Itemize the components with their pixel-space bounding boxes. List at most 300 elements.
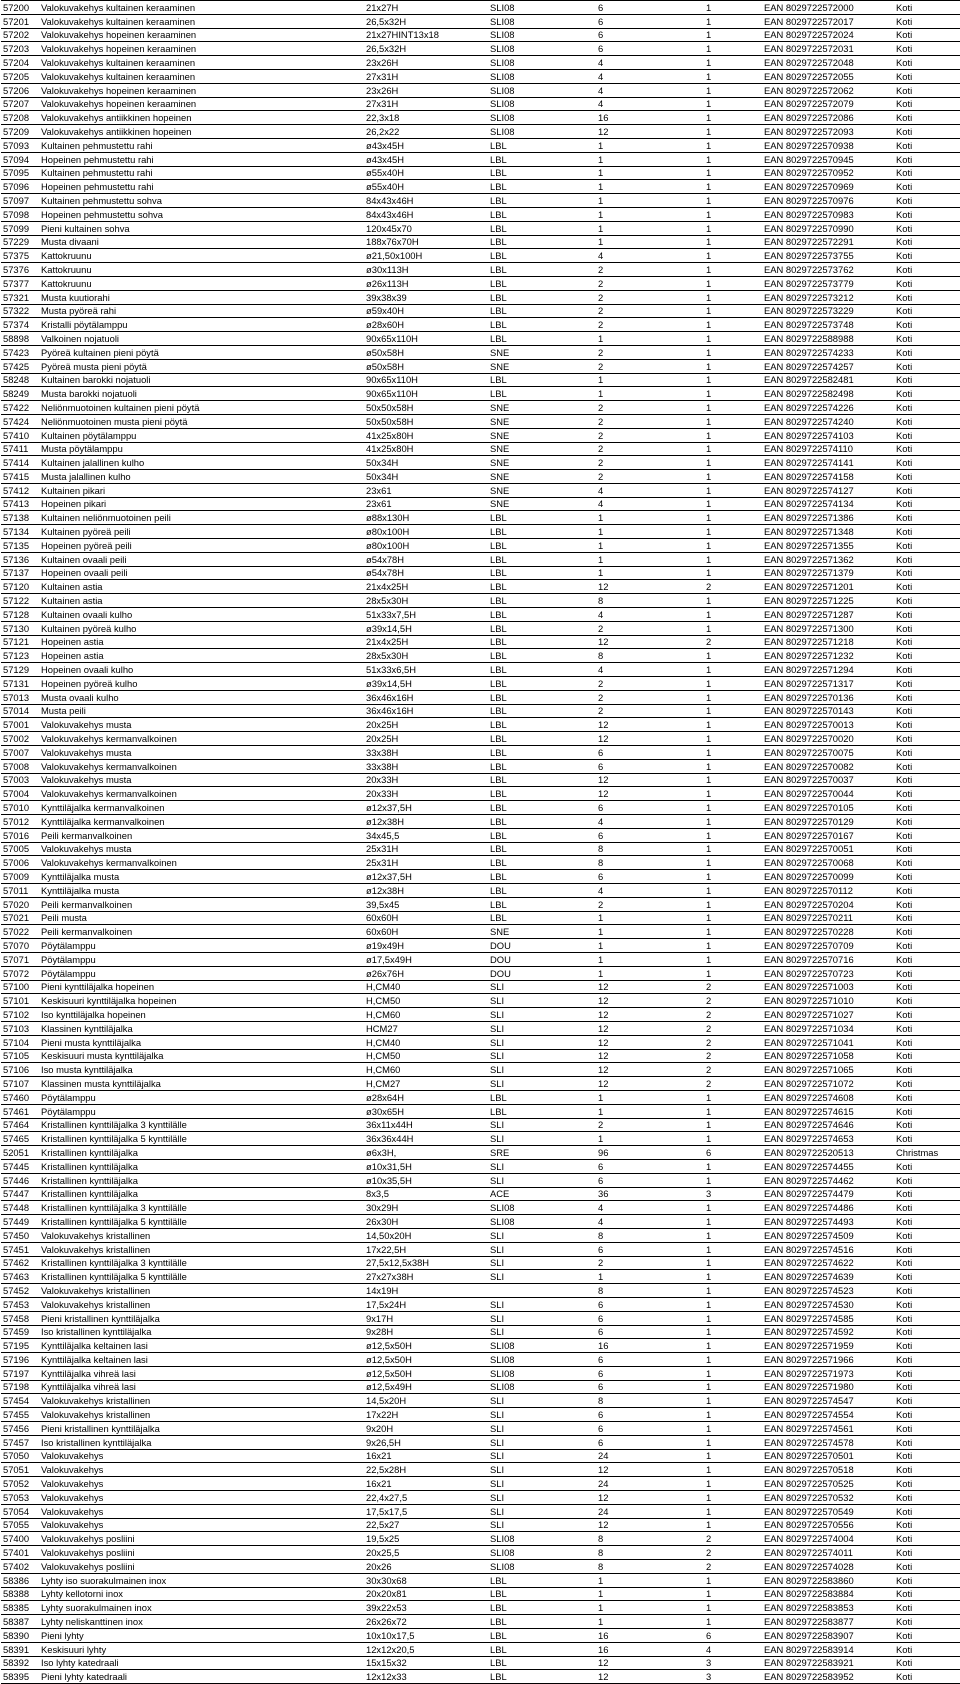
pack-cell: 12 bbox=[596, 1518, 704, 1532]
ean-cell: EAN 8029722570143 bbox=[762, 704, 894, 718]
size-cell: 36x11x44H bbox=[364, 1118, 488, 1132]
type-cell: LBL bbox=[488, 787, 596, 801]
type-cell: SLI bbox=[488, 1477, 596, 1491]
name-cell: Pyöreä musta pieni pöytä bbox=[39, 359, 364, 373]
qty-cell: 1 bbox=[704, 69, 762, 83]
ean-cell: EAN 8029722571980 bbox=[762, 1380, 894, 1394]
pack-cell: 1 bbox=[596, 332, 704, 346]
ean-cell: EAN 8029722574639 bbox=[762, 1270, 894, 1284]
code-cell: 57014 bbox=[1, 704, 39, 718]
type-cell: SLI bbox=[488, 1008, 596, 1022]
name-cell: Kultainen ovaali peili bbox=[39, 552, 364, 566]
table-row bbox=[1, 1008, 960, 1022]
category-cell: Koti bbox=[894, 580, 960, 594]
pack-cell: 6 bbox=[596, 1435, 704, 1449]
type-cell: SLI bbox=[488, 1408, 596, 1422]
code-cell: 57123 bbox=[1, 649, 39, 663]
pack-cell: 6 bbox=[596, 1325, 704, 1339]
pack-cell: 1 bbox=[596, 911, 704, 925]
ean-cell: EAN 8029722570129 bbox=[762, 815, 894, 829]
pack-cell: 1 bbox=[596, 1104, 704, 1118]
category-cell: Koti bbox=[894, 1242, 960, 1256]
ean-cell: EAN 8029722573748 bbox=[762, 318, 894, 332]
qty-cell: 2 bbox=[704, 1049, 762, 1063]
code-cell: 57445 bbox=[1, 1159, 39, 1173]
table-row bbox=[1, 1104, 960, 1118]
ean-cell: EAN 8029722572017 bbox=[762, 14, 894, 28]
category-cell: Koti bbox=[894, 1435, 960, 1449]
category-cell: Koti bbox=[894, 1366, 960, 1380]
size-cell: 39x22x53 bbox=[364, 1601, 488, 1615]
name-cell: Pieni kynttiläjalka hopeinen bbox=[39, 980, 364, 994]
name-cell: Hopeinen astia bbox=[39, 635, 364, 649]
code-cell: 58392 bbox=[1, 1656, 39, 1670]
size-cell: 90x65x110H bbox=[364, 387, 488, 401]
type-cell: LBL bbox=[488, 621, 596, 635]
qty-cell: 1 bbox=[704, 966, 762, 980]
pack-cell: 16 bbox=[596, 1629, 704, 1643]
code-cell: 57120 bbox=[1, 580, 39, 594]
size-cell: 188x76x70H bbox=[364, 235, 488, 249]
type-cell: SLI bbox=[488, 1297, 596, 1311]
table-row bbox=[1, 1228, 960, 1242]
qty-cell: 2 bbox=[704, 1063, 762, 1077]
type-cell: SRE bbox=[488, 1146, 596, 1160]
category-cell: Koti bbox=[894, 221, 960, 235]
category-cell: Koti bbox=[894, 1118, 960, 1132]
size-cell: 84x43x46H bbox=[364, 194, 488, 208]
ean-cell: EAN 8029722570501 bbox=[762, 1449, 894, 1463]
type-cell: SNE bbox=[488, 359, 596, 373]
qty-cell: 1 bbox=[704, 1173, 762, 1187]
size-cell: ø39x14,5H bbox=[364, 621, 488, 635]
category-cell: Koti bbox=[894, 1325, 960, 1339]
type-cell: SLI08 bbox=[488, 111, 596, 125]
qty-cell: 1 bbox=[704, 649, 762, 663]
type-cell: LBL bbox=[488, 759, 596, 773]
type-cell: LBL bbox=[488, 221, 596, 235]
category-cell: Koti bbox=[894, 276, 960, 290]
category-cell: Koti bbox=[894, 1201, 960, 1215]
table-row bbox=[1, 1311, 960, 1325]
type-cell: SLI08 bbox=[488, 42, 596, 56]
size-cell: 21x27H bbox=[364, 1, 488, 15]
type-cell: LBL bbox=[488, 332, 596, 346]
qty-cell: 1 bbox=[704, 952, 762, 966]
name-cell: Keskisuuri lyhty bbox=[39, 1642, 364, 1656]
type-cell: SLI bbox=[488, 1463, 596, 1477]
pack-cell: 12 bbox=[596, 1049, 704, 1063]
ean-cell: EAN 8029722570990 bbox=[762, 221, 894, 235]
ean-cell: EAN 8029722570082 bbox=[762, 759, 894, 773]
code-cell: 57456 bbox=[1, 1422, 39, 1436]
qty-cell: 1 bbox=[704, 138, 762, 152]
qty-cell: 1 bbox=[704, 152, 762, 166]
qty-cell: 1 bbox=[704, 1422, 762, 1436]
qty-cell: 1 bbox=[704, 828, 762, 842]
type-cell: LBL bbox=[488, 1104, 596, 1118]
ean-cell: EAN 8029722582481 bbox=[762, 373, 894, 387]
category-cell: Koti bbox=[894, 1008, 960, 1022]
size-cell: ø30x113H bbox=[364, 263, 488, 277]
type-cell: LBL bbox=[488, 387, 596, 401]
type-cell bbox=[488, 1284, 596, 1298]
table-row bbox=[1, 1187, 960, 1201]
code-cell: 57450 bbox=[1, 1228, 39, 1242]
name-cell: Neliönmuotoinen musta pieni pöytä bbox=[39, 414, 364, 428]
type-cell: LBL bbox=[488, 1090, 596, 1104]
code-cell: 57400 bbox=[1, 1532, 39, 1546]
name-cell: Kattokruunu bbox=[39, 249, 364, 263]
code-cell: 57410 bbox=[1, 428, 39, 442]
ean-cell: EAN 8029722571317 bbox=[762, 677, 894, 691]
type-cell: LBL bbox=[488, 594, 596, 608]
qty-cell: 1 bbox=[704, 401, 762, 415]
code-cell: 57206 bbox=[1, 83, 39, 97]
qty-cell: 1 bbox=[704, 1601, 762, 1615]
pack-cell: 2 bbox=[596, 897, 704, 911]
category-cell: Koti bbox=[894, 1159, 960, 1173]
code-cell: 57462 bbox=[1, 1256, 39, 1270]
name-cell: Kultainen jalallinen kulho bbox=[39, 456, 364, 470]
table-row bbox=[1, 1670, 960, 1684]
pack-cell: 12 bbox=[596, 1077, 704, 1091]
ean-cell: EAN 8029722583952 bbox=[762, 1670, 894, 1684]
table-row bbox=[1, 732, 960, 746]
type-cell: LBL bbox=[488, 263, 596, 277]
qty-cell: 1 bbox=[704, 1573, 762, 1587]
code-cell: 58249 bbox=[1, 387, 39, 401]
code-cell: 57096 bbox=[1, 180, 39, 194]
ean-cell: EAN 8029722570099 bbox=[762, 870, 894, 884]
ean-cell: EAN 8029722570013 bbox=[762, 718, 894, 732]
name-cell: Valokuvakehys bbox=[39, 1477, 364, 1491]
code-cell: 52051 bbox=[1, 1146, 39, 1160]
ean-cell: EAN 8029722571379 bbox=[762, 566, 894, 580]
name-cell: Valokuvakehys kultainen keraaminen bbox=[39, 56, 364, 70]
code-cell: 57052 bbox=[1, 1477, 39, 1491]
name-cell: Musta divaani bbox=[39, 235, 364, 249]
name-cell: Kynttiläjalka musta bbox=[39, 884, 364, 898]
category-cell: Koti bbox=[894, 1035, 960, 1049]
category-cell: Koti bbox=[894, 56, 960, 70]
size-cell: 21x4x25H bbox=[364, 580, 488, 594]
table-row bbox=[1, 621, 960, 635]
table-row bbox=[1, 401, 960, 415]
name-cell: Musta ovaali kulho bbox=[39, 690, 364, 704]
size-cell: 23x26H bbox=[364, 83, 488, 97]
pack-cell: 1 bbox=[596, 566, 704, 580]
qty-cell: 1 bbox=[704, 801, 762, 815]
code-cell: 58395 bbox=[1, 1670, 39, 1684]
table-row bbox=[1, 1049, 960, 1063]
table-row bbox=[1, 552, 960, 566]
category-cell: Koti bbox=[894, 1215, 960, 1229]
category-cell: Koti bbox=[894, 1532, 960, 1546]
size-cell: ø28x60H bbox=[364, 318, 488, 332]
table-row bbox=[1, 773, 960, 787]
category-cell: Koti bbox=[894, 732, 960, 746]
size-cell: 22,4x27,5 bbox=[364, 1491, 488, 1505]
ean-cell: EAN 8029722571959 bbox=[762, 1339, 894, 1353]
code-cell: 58388 bbox=[1, 1587, 39, 1601]
type-cell: LBL bbox=[488, 138, 596, 152]
size-cell: H,CM40 bbox=[364, 980, 488, 994]
category-cell: Koti bbox=[894, 83, 960, 97]
code-cell: 57129 bbox=[1, 663, 39, 677]
code-cell: 57425 bbox=[1, 359, 39, 373]
table-row bbox=[1, 138, 960, 152]
size-cell: 36x46x16H bbox=[364, 690, 488, 704]
type-cell: SLI08 bbox=[488, 14, 596, 28]
type-cell: SLI08 bbox=[488, 1366, 596, 1380]
pack-cell: 2 bbox=[596, 704, 704, 718]
pack-cell: 1 bbox=[596, 539, 704, 553]
code-cell: 57413 bbox=[1, 497, 39, 511]
pack-cell: 12 bbox=[596, 1035, 704, 1049]
ean-cell: EAN 8029722570068 bbox=[762, 856, 894, 870]
category-cell: Koti bbox=[894, 980, 960, 994]
category-cell: Koti bbox=[894, 1656, 960, 1670]
category-cell: Koti bbox=[894, 483, 960, 497]
type-cell: SLI bbox=[488, 1449, 596, 1463]
code-cell: 57377 bbox=[1, 276, 39, 290]
table-row bbox=[1, 966, 960, 980]
table-row bbox=[1, 345, 960, 359]
name-cell: Pöytälamppu bbox=[39, 1104, 364, 1118]
table-row bbox=[1, 497, 960, 511]
code-cell: 57006 bbox=[1, 856, 39, 870]
pack-cell: 1 bbox=[596, 138, 704, 152]
category-cell: Koti bbox=[894, 111, 960, 125]
name-cell: Valokuvakehys kristallinen bbox=[39, 1242, 364, 1256]
qty-cell: 1 bbox=[704, 1242, 762, 1256]
name-cell: Pieni kultainen sohva bbox=[39, 221, 364, 235]
size-cell: 28x5x30H bbox=[364, 649, 488, 663]
pack-cell: 6 bbox=[596, 1353, 704, 1367]
name-cell: Valokuvakehys kermanvalkoinen bbox=[39, 856, 364, 870]
type-cell: LBL bbox=[488, 152, 596, 166]
code-cell: 57121 bbox=[1, 635, 39, 649]
qty-cell: 1 bbox=[704, 166, 762, 180]
code-cell: 57021 bbox=[1, 911, 39, 925]
category-cell: Koti bbox=[894, 787, 960, 801]
size-cell: 20x25H bbox=[364, 718, 488, 732]
ean-cell: EAN 8029722570549 bbox=[762, 1504, 894, 1518]
category-cell: Koti bbox=[894, 511, 960, 525]
size-cell: 14,50x20H bbox=[364, 1228, 488, 1242]
code-cell: 57321 bbox=[1, 290, 39, 304]
pack-cell: 6 bbox=[596, 14, 704, 28]
pack-cell: 12 bbox=[596, 1491, 704, 1505]
pack-cell: 2 bbox=[596, 677, 704, 691]
code-cell: 57138 bbox=[1, 511, 39, 525]
pack-cell: 6 bbox=[596, 1366, 704, 1380]
qty-cell: 1 bbox=[704, 14, 762, 28]
pack-cell: 8 bbox=[596, 842, 704, 856]
size-cell: 8x3,5 bbox=[364, 1187, 488, 1201]
size-cell: 22,5x28H bbox=[364, 1463, 488, 1477]
table-row bbox=[1, 884, 960, 898]
type-cell: DOU bbox=[488, 939, 596, 953]
category-cell: Koti bbox=[894, 525, 960, 539]
qty-cell: 1 bbox=[704, 870, 762, 884]
category-cell: Koti bbox=[894, 207, 960, 221]
table-row bbox=[1, 870, 960, 884]
ean-cell: EAN 8029722583884 bbox=[762, 1587, 894, 1601]
type-cell: SLI bbox=[488, 1242, 596, 1256]
code-cell: 57196 bbox=[1, 1353, 39, 1367]
table-row bbox=[1, 194, 960, 208]
size-cell: HCM27 bbox=[364, 1021, 488, 1035]
ean-cell: EAN 8029722574653 bbox=[762, 1132, 894, 1146]
name-cell: Kristallinen kynttiläjalka 5 kynttilälle bbox=[39, 1215, 364, 1229]
table-row bbox=[1, 318, 960, 332]
category-cell: Koti bbox=[894, 1491, 960, 1505]
code-cell: 57012 bbox=[1, 815, 39, 829]
category-cell: Koti bbox=[894, 1228, 960, 1242]
name-cell: Iso kynttiläjalka hopeinen bbox=[39, 1008, 364, 1022]
table-row bbox=[1, 828, 960, 842]
code-cell: 57071 bbox=[1, 952, 39, 966]
pack-cell: 12 bbox=[596, 1463, 704, 1477]
name-cell: Valokuvakehys kristallinen bbox=[39, 1408, 364, 1422]
qty-cell: 3 bbox=[704, 1656, 762, 1670]
qty-cell: 1 bbox=[704, 1408, 762, 1422]
pack-cell: 16 bbox=[596, 111, 704, 125]
ean-cell: EAN 8029722571010 bbox=[762, 994, 894, 1008]
type-cell: LBL bbox=[488, 649, 596, 663]
category-cell: Koti bbox=[894, 194, 960, 208]
type-cell: SLI08 bbox=[488, 1215, 596, 1229]
name-cell: Hopeinen astia bbox=[39, 649, 364, 663]
category-cell: Koti bbox=[894, 304, 960, 318]
type-cell: ACE bbox=[488, 1187, 596, 1201]
ean-cell: EAN 8029722570037 bbox=[762, 773, 894, 787]
category-cell: Koti bbox=[894, 249, 960, 263]
code-cell: 57209 bbox=[1, 125, 39, 139]
pack-cell: 8 bbox=[596, 1532, 704, 1546]
size-cell: ø50x58H bbox=[364, 345, 488, 359]
qty-cell: 1 bbox=[704, 359, 762, 373]
code-cell: 57095 bbox=[1, 166, 39, 180]
size-cell: 36x46x16H bbox=[364, 704, 488, 718]
qty-cell: 1 bbox=[704, 235, 762, 249]
qty-cell: 1 bbox=[704, 97, 762, 111]
type-cell: LBL bbox=[488, 677, 596, 691]
size-cell: 50x50x58H bbox=[364, 401, 488, 415]
code-cell: 57208 bbox=[1, 111, 39, 125]
code-cell: 57203 bbox=[1, 42, 39, 56]
type-cell: LBL bbox=[488, 249, 596, 263]
qty-cell: 1 bbox=[704, 539, 762, 553]
category-cell: Koti bbox=[894, 318, 960, 332]
ean-cell: EAN 8029722571355 bbox=[762, 539, 894, 553]
pack-cell: 1 bbox=[596, 166, 704, 180]
qty-cell: 1 bbox=[704, 1380, 762, 1394]
type-cell: LBL bbox=[488, 773, 596, 787]
type-cell: LBL bbox=[488, 194, 596, 208]
pack-cell: 6 bbox=[596, 1297, 704, 1311]
ean-cell: EAN 8029722520513 bbox=[762, 1146, 894, 1160]
type-cell: SLI bbox=[488, 1504, 596, 1518]
size-cell: ø59x40H bbox=[364, 304, 488, 318]
ean-cell: EAN 8029722571218 bbox=[762, 635, 894, 649]
pack-cell: 4 bbox=[596, 608, 704, 622]
name-cell: Musta kuutiorahi bbox=[39, 290, 364, 304]
code-cell: 57198 bbox=[1, 1380, 39, 1394]
category-cell: Koti bbox=[894, 1394, 960, 1408]
size-cell: 51x33x7,5H bbox=[364, 608, 488, 622]
qty-cell: 1 bbox=[704, 1228, 762, 1242]
pack-cell: 2 bbox=[596, 290, 704, 304]
ean-cell: EAN 8029722570044 bbox=[762, 787, 894, 801]
table-row bbox=[1, 1146, 960, 1160]
table-row bbox=[1, 1159, 960, 1173]
type-cell: LBL bbox=[488, 911, 596, 925]
qty-cell: 2 bbox=[704, 994, 762, 1008]
qty-cell: 6 bbox=[704, 1629, 762, 1643]
size-cell: 41x25x80H bbox=[364, 428, 488, 442]
qty-cell: 1 bbox=[704, 1104, 762, 1118]
ean-cell: EAN 8029722570938 bbox=[762, 138, 894, 152]
ean-cell: EAN 8029722570020 bbox=[762, 732, 894, 746]
ean-cell: EAN 8029722570952 bbox=[762, 166, 894, 180]
ean-cell: EAN 8029722574578 bbox=[762, 1435, 894, 1449]
name-cell: Valokuvakehys hopeinen keraaminen bbox=[39, 42, 364, 56]
table-row bbox=[1, 759, 960, 773]
ean-cell: EAN 8029722570709 bbox=[762, 939, 894, 953]
code-cell: 57201 bbox=[1, 14, 39, 28]
ean-cell: EAN 8029722570211 bbox=[762, 911, 894, 925]
size-cell: 21x4x25H bbox=[364, 635, 488, 649]
table-row bbox=[1, 539, 960, 553]
table-row bbox=[1, 980, 960, 994]
code-cell: 57016 bbox=[1, 828, 39, 842]
pack-cell: 1 bbox=[596, 939, 704, 953]
type-cell: SNE bbox=[488, 470, 596, 484]
ean-cell: EAN 8029722570228 bbox=[762, 925, 894, 939]
code-cell: 58898 bbox=[1, 332, 39, 346]
code-cell: 57102 bbox=[1, 1008, 39, 1022]
pack-cell: 4 bbox=[596, 497, 704, 511]
qty-cell: 1 bbox=[704, 373, 762, 387]
code-cell: 58386 bbox=[1, 1573, 39, 1587]
table-row bbox=[1, 97, 960, 111]
category-cell: Koti bbox=[894, 1670, 960, 1684]
name-cell: Hopeinen pyöreä peili bbox=[39, 539, 364, 553]
name-cell: Kristallinen kynttiläjalka bbox=[39, 1159, 364, 1173]
table-row bbox=[1, 1173, 960, 1187]
type-cell: LBL bbox=[488, 235, 596, 249]
pack-cell: 1 bbox=[596, 552, 704, 566]
qty-cell: 1 bbox=[704, 1, 762, 15]
name-cell: Valokuvakehys posliini bbox=[39, 1560, 364, 1574]
qty-cell: 1 bbox=[704, 221, 762, 235]
name-cell: Valokuvakehys hopeinen keraaminen bbox=[39, 83, 364, 97]
qty-cell: 1 bbox=[704, 332, 762, 346]
qty-cell: 1 bbox=[704, 442, 762, 456]
ean-cell: EAN 8029722572024 bbox=[762, 28, 894, 42]
table-row bbox=[1, 1504, 960, 1518]
type-cell: SLI bbox=[488, 1063, 596, 1077]
pack-cell: 12 bbox=[596, 1021, 704, 1035]
pack-cell: 6 bbox=[596, 1380, 704, 1394]
size-cell: 12x12x20,5 bbox=[364, 1642, 488, 1656]
category-cell: Koti bbox=[894, 1132, 960, 1146]
pack-cell: 2 bbox=[596, 345, 704, 359]
size-cell: 23x61 bbox=[364, 483, 488, 497]
